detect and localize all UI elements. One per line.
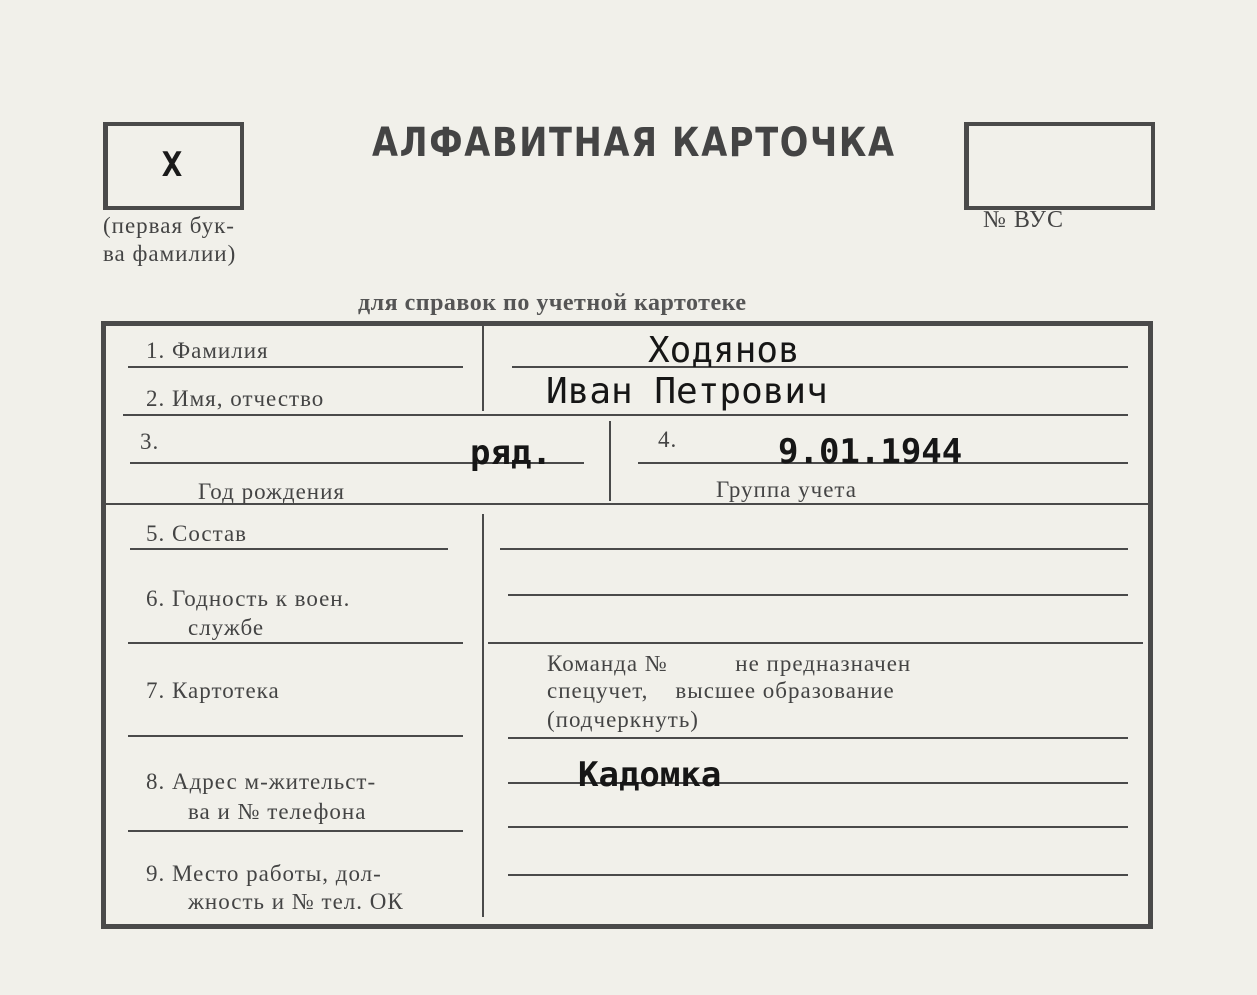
field-fitness-label-line-2: службе [188, 615, 265, 640]
fill-line [508, 826, 1128, 828]
field-composition-label: 5. Состав [146, 521, 248, 546]
field-card-index-label: 7. Картотека [146, 678, 280, 703]
underline [128, 642, 463, 644]
field-3-value: ряд. [470, 433, 552, 473]
column-separator [482, 326, 484, 411]
field-workplace-label-line-1: 9. Место работы, дол- [146, 861, 382, 886]
field-address-label-line-1: 8. Адрес м-жительст- [146, 769, 377, 794]
surname-letter: Х [161, 145, 183, 185]
fill-line [508, 594, 1128, 596]
field-address-value: Кадомка [578, 755, 722, 795]
column-separator [482, 514, 484, 917]
letter-caption-line-1: (первая бук- [103, 213, 235, 238]
underline [130, 548, 448, 550]
field-surname-label: 1. Фамилия [146, 338, 269, 363]
field-name-patronymic-value: Иван Петрович [546, 371, 828, 412]
field-3-number: 3. [140, 429, 160, 454]
fill-line [500, 548, 1128, 550]
field-4-value: 9.01.1944 [778, 432, 963, 472]
field-name-patronymic-label: 2. Имя, отчество [146, 386, 325, 411]
vus-box [964, 122, 1155, 210]
underline [128, 830, 463, 832]
card-subtitle: для справок по учетной картотеке [358, 290, 747, 316]
field-record-group-caption: Группа учета [716, 477, 857, 502]
field-7-line-2: спецучет, высшее образование [547, 678, 895, 703]
field-workplace-label-line-2: жность и № тел. ОК [188, 889, 404, 914]
field-7-line-3: (подчеркнуть) [547, 707, 699, 732]
underline [128, 735, 463, 737]
field-birth-year-caption: Год рождения [198, 479, 345, 504]
row-separator [123, 414, 1128, 416]
fill-line [512, 366, 1128, 368]
field-address-label-line-2: ва и № телефона [188, 799, 367, 824]
underline [128, 366, 463, 368]
letter-caption-line-2: ва фамилии) [103, 241, 237, 266]
field-4-number: 4. [658, 427, 678, 452]
vus-label: № ВУС [983, 207, 1064, 233]
fill-line [488, 642, 1143, 644]
field-surname-value: Ходянов [648, 330, 800, 371]
fill-line [508, 874, 1128, 876]
field-7-line-1: Команда № не предназначен [547, 651, 912, 676]
field-fitness-label-line-1: 6. Годность к воен. [146, 586, 351, 611]
card-title: АЛФАВИТНАЯ КАРТОЧКА [372, 120, 896, 166]
column-separator [609, 421, 611, 501]
fill-line [508, 737, 1128, 739]
